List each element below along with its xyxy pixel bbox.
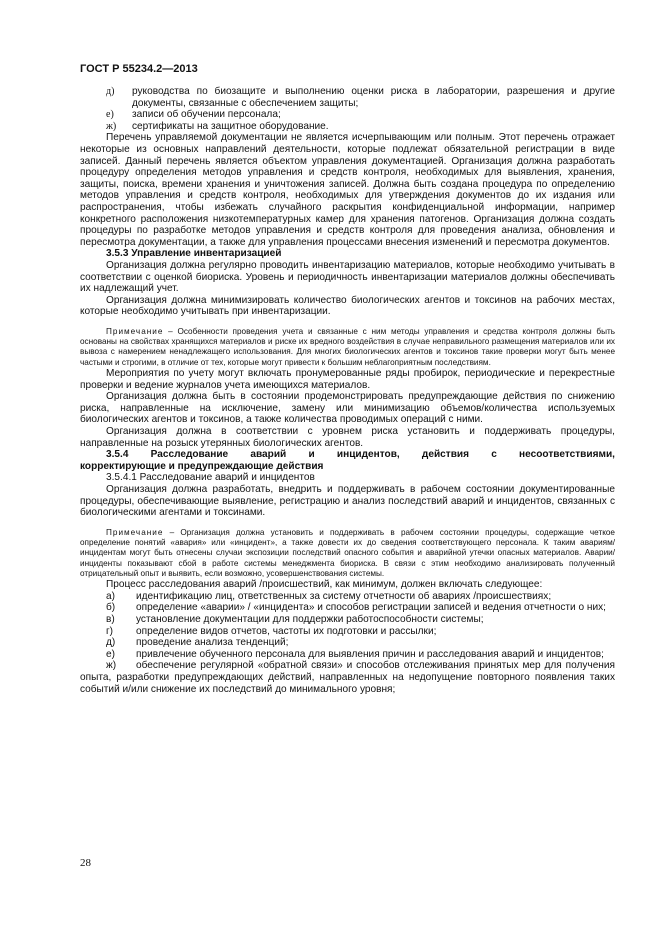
note-label: Примечание bbox=[106, 527, 164, 537]
section-heading-3-5-4-1: 3.5.4.1 Расследование аварий и инцидентов bbox=[106, 472, 315, 484]
paragraph: Организация должна быть в состоянии продемонстрировать предупреждающие действия по снижению риска, направленные на исключение, замену или минимизацию объемов/количества используемых биологических агентов и токсинов, а также количества проводимых операций с ними. bbox=[80, 391, 615, 426]
paragraph: Организация должна в соответствии с уровнем риска установить и поддерживать процедуры, направленные на розыск утерянных биологических агентов. bbox=[80, 426, 615, 449]
list-marker: е) bbox=[106, 648, 115, 660]
list-text: определение видов отчетов, частоты их подготовки и рассылки; bbox=[136, 625, 437, 637]
paragraph: Процесс расследования аварий /происшествий, как минимум, должен включать следующее: bbox=[106, 579, 543, 591]
heading-word: с bbox=[491, 449, 497, 461]
list-item bbox=[80, 602, 615, 614]
list-item bbox=[80, 660, 615, 695]
list-marker: д) bbox=[106, 86, 115, 97]
heading-word: несоответствиями, bbox=[519, 449, 615, 461]
list-marker: ж) bbox=[106, 120, 117, 132]
list-item bbox=[80, 109, 615, 121]
list-text: записи об обучении персонала; bbox=[132, 109, 281, 121]
list-marker: д) bbox=[106, 637, 116, 649]
list-text: сертификаты на защитное оборудование. bbox=[132, 120, 329, 132]
paragraph: Организация должна минимизировать количество биологических агентов и токсинов на рабочих местах, которые необходимо учитывать при инвентаризации. bbox=[80, 294, 615, 318]
list-text: проведение анализа тенденций; bbox=[136, 637, 289, 649]
section-heading-3-5-3: 3.5.3 Управление инвентаризацией bbox=[106, 248, 282, 260]
list-item bbox=[80, 649, 615, 661]
list-text: установление документации для поддержки работоспособности системы; bbox=[136, 614, 484, 626]
list-item bbox=[80, 614, 615, 626]
list-item bbox=[80, 637, 615, 649]
paragraph: Мероприятия по учету могут включать пронумерованные ряды пробирок, периодические и перекрестные проверки и ведение журналов учета имеющихся материалов. bbox=[80, 368, 615, 391]
note-text: – Особенности проведения учета и связанные с ним методы управления и средства контроля должны быть основаны на свойствах хранящихся материалов и риске их вредного воздействия в случае неправильного размещения материалов или их вывоза с намерением ненадлежащего использования. Для многих биологических агентов и токсинов такие проверки могут быть менее частыми и строгими, в отличие от тех, которые могут привести к большим неблагоприятным последствиям. bbox=[80, 326, 615, 367]
heading-word: инцидентов, bbox=[336, 449, 400, 461]
note-label: Примечание bbox=[106, 326, 164, 336]
section-heading-3-5-4-line2: корректирующие и предупреждающие действия bbox=[80, 460, 324, 472]
list-marker: а) bbox=[106, 590, 115, 602]
list-text: идентификацию лиц, ответственных за систему отчетности об авариях /происшествиях; bbox=[136, 590, 552, 602]
list-text: руководства по биозащите и выполнению оценки риска в лаборатории, разрешения и другие документы, связанные с обеспечением защиты; bbox=[132, 86, 615, 109]
paragraph: Перечень управляемой документации не является исчерпывающим или полным. Этот перечень отражает некоторые из основных направлений деятельности, которые подлежат обязательной регистрации в виде записей. Данный перечень является объектом управления документацией. Организация должна разработать процедуру определения методов управления и средств контроля, необходимых для выявления, хранения, защиты, поиска, времени хранения и уничтожения записей. Должна быть создана процедура по определению методов управления и средств контроля, необходимых для утверждения документов до их издания или распространения, чтобы избежать случайного раскрытия конфиденциальной информации, например конкретного расположения низкотемпературных камер для хранения патогенов. Организация должна создать процедуры по разработке методов управления и средств контроля для проведения анализа, обновления и пересмотра документации, а также для управления процессами внесения изменений и пересмотра документов. bbox=[80, 132, 615, 248]
list-text: определение «аварии» / «инцидента» и способов регистрации записей и ведения отчетности о них; bbox=[136, 602, 606, 614]
page-content bbox=[80, 86, 615, 695]
heading-word: действия bbox=[421, 449, 470, 461]
heading-word: и bbox=[308, 449, 315, 461]
heading-word: 3.5.4 bbox=[106, 449, 129, 461]
page-number: 28 bbox=[80, 857, 91, 869]
note bbox=[80, 528, 615, 579]
list-text: привлечение обученного персонала для выявления причин и расследования аварий и инцидентов; bbox=[136, 648, 604, 660]
list-marker: г) bbox=[106, 625, 114, 637]
list-marker: ж) bbox=[106, 660, 117, 672]
page-header: ГОСТ Р 55234.2—2013 bbox=[80, 63, 198, 75]
section-heading-3-5-4 bbox=[80, 449, 615, 461]
note-text: – Организация должна установить и поддерживать в рабочем состоянии процедуры, содержащие четкое определение понятий «авария» или «инцидент», а также довести их до сведения соответствующего персонала. К таким авариям/инцидентам могут быть отнесены случаи экспозиции последствий опасного события и аварийной утечки опасных материалов. Аварии/инциденты показывают сбой в работе системы менеджмента биориска. В связи с этим необходимо анализировать полученный отрицательный опыт и выявить, если возможно, усовершенствования системы. bbox=[80, 527, 615, 578]
list-item bbox=[80, 121, 615, 133]
paragraph: Организация должна регулярно проводить инвентаризацию материалов, которые необходимо учитывать в соответствии с оценкой биориска. Уровень и периодичность инвентаризации материалов должны обеспечивать их надлежащий учет. bbox=[80, 259, 615, 295]
heading-word: Расследование bbox=[150, 449, 229, 461]
list-item bbox=[80, 591, 615, 603]
heading-word: аварий bbox=[250, 449, 287, 461]
list-item bbox=[80, 626, 615, 638]
list-marker: б) bbox=[106, 602, 116, 614]
paragraph: Организация должна разработать, внедрить и поддерживать в рабочем состоянии документированные процедуры, обеспечивающие выявление, регистрацию и анализ последствий аварий и инцидентов, связанных с биологическими агентами и токсинами. bbox=[80, 484, 615, 519]
list-item bbox=[80, 86, 615, 109]
list-text: обеспечение регулярной «обратной связи» и способов отслеживания принятых мер для получения опыта, разработки предупреждающих действий, направленных на недопущение повторного появления таких событий и/или снижение их последствий до минимального уровня; bbox=[80, 660, 615, 695]
list-marker: е) bbox=[106, 109, 114, 121]
note bbox=[80, 327, 615, 368]
list-marker: в) bbox=[106, 614, 115, 626]
